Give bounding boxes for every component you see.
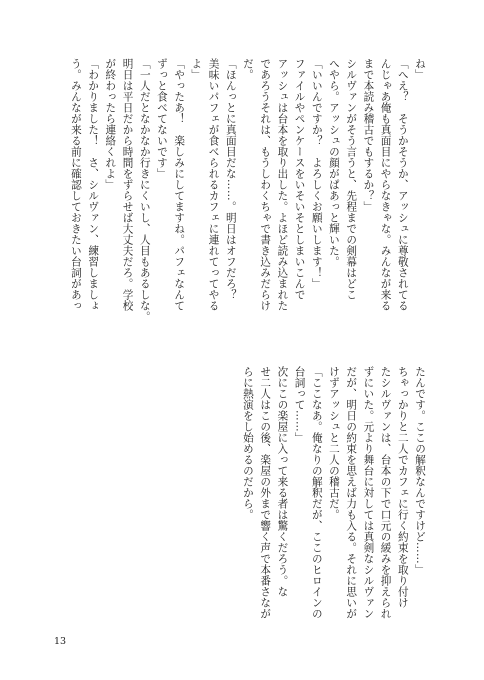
text-line: だが、明日の約束を思えば力も入る。それに思いが [345,366,358,619]
text-line: へやら。アッシュの顔がぱあっと輝いた。 [327,58,340,267]
text-line: だ。 [241,58,254,80]
text-line: よ」 [190,58,203,80]
text-line: 「ここなあ。俺なりの解釈だが、ここのヒロインの [310,366,323,619]
text-line: ね」 [414,58,426,80]
text-line: 「いいんですか？ よろしくお願いします！」 [310,58,323,289]
text-line: 明日は平日だから時間をずらせば大丈夫だろ。学校 [121,58,134,311]
text-line: 「一人だとなかなか行きにくいし、人目もあるしな。 [138,58,151,322]
text-line: 美味いパフェが食べられるカフェに連れてってやる [207,58,220,311]
text-line: たんです。ここの解釈なんですけど……」 [414,366,426,575]
text-line: ずっと食べてないです」 [155,58,168,179]
text-line: 「わかりました！ さ、シルヴァン、練習しましょ [87,58,100,311]
text-line: けずアッシュと二人の稽古だ。 [327,366,340,520]
text-line: せ二人はこの後、楽屋の外まで響く声で本番さなが [259,366,272,619]
text-line: ファイルやペンケースをいそいそとしまいこんで [293,58,306,300]
text-line: が終わったら連絡くれよ」 [104,58,117,190]
text-line: う。みんなが来る前に確認しておきたい台詞があっ [69,58,82,311]
upper-text-block [67,58,428,348]
text-line: 「ほんっとに真面目だな……。明日はオフだろ？ [224,58,237,300]
text-line: 「へえ？ そうかそうか、アッシュに尊敬されてる [396,58,409,311]
text-line: ちゃっかりと二人でカフェに行く約束を取り付け [396,366,409,608]
page-number: 13 [54,636,67,647]
text-line: 次にこの楽屋に入って来る者は驚くだろう。な [276,366,289,597]
text-line: らに熱演をし始めるのだから。 [241,366,254,520]
text-line: 台詞って……」 [293,366,306,443]
lower-text-block [239,366,428,619]
text-line: んじゃあ俺も真面目にやらなきゃな。みんなが来る [379,58,392,311]
text-line: ずにいた。元より舞台に対しては真剣なシルヴァン [362,366,375,619]
text-line: たシルヴァンは、台本の下で口元の緩みを抑えられ [379,366,392,619]
text-line: まで本読み稽古でもするか？」 [362,58,375,212]
text-line: アッシュは台本を取り出した。よほど読み込まれた [276,58,289,311]
text-line: であろうそれは、もうしわくちゃで書き込みだらけ [259,58,272,311]
text-line: シルヴァンがそう言うと、先程までの剣幕はどこ [345,58,358,300]
text-line: 「やったあ！ 楽しみにしてますね。パフェなんて [173,58,186,311]
